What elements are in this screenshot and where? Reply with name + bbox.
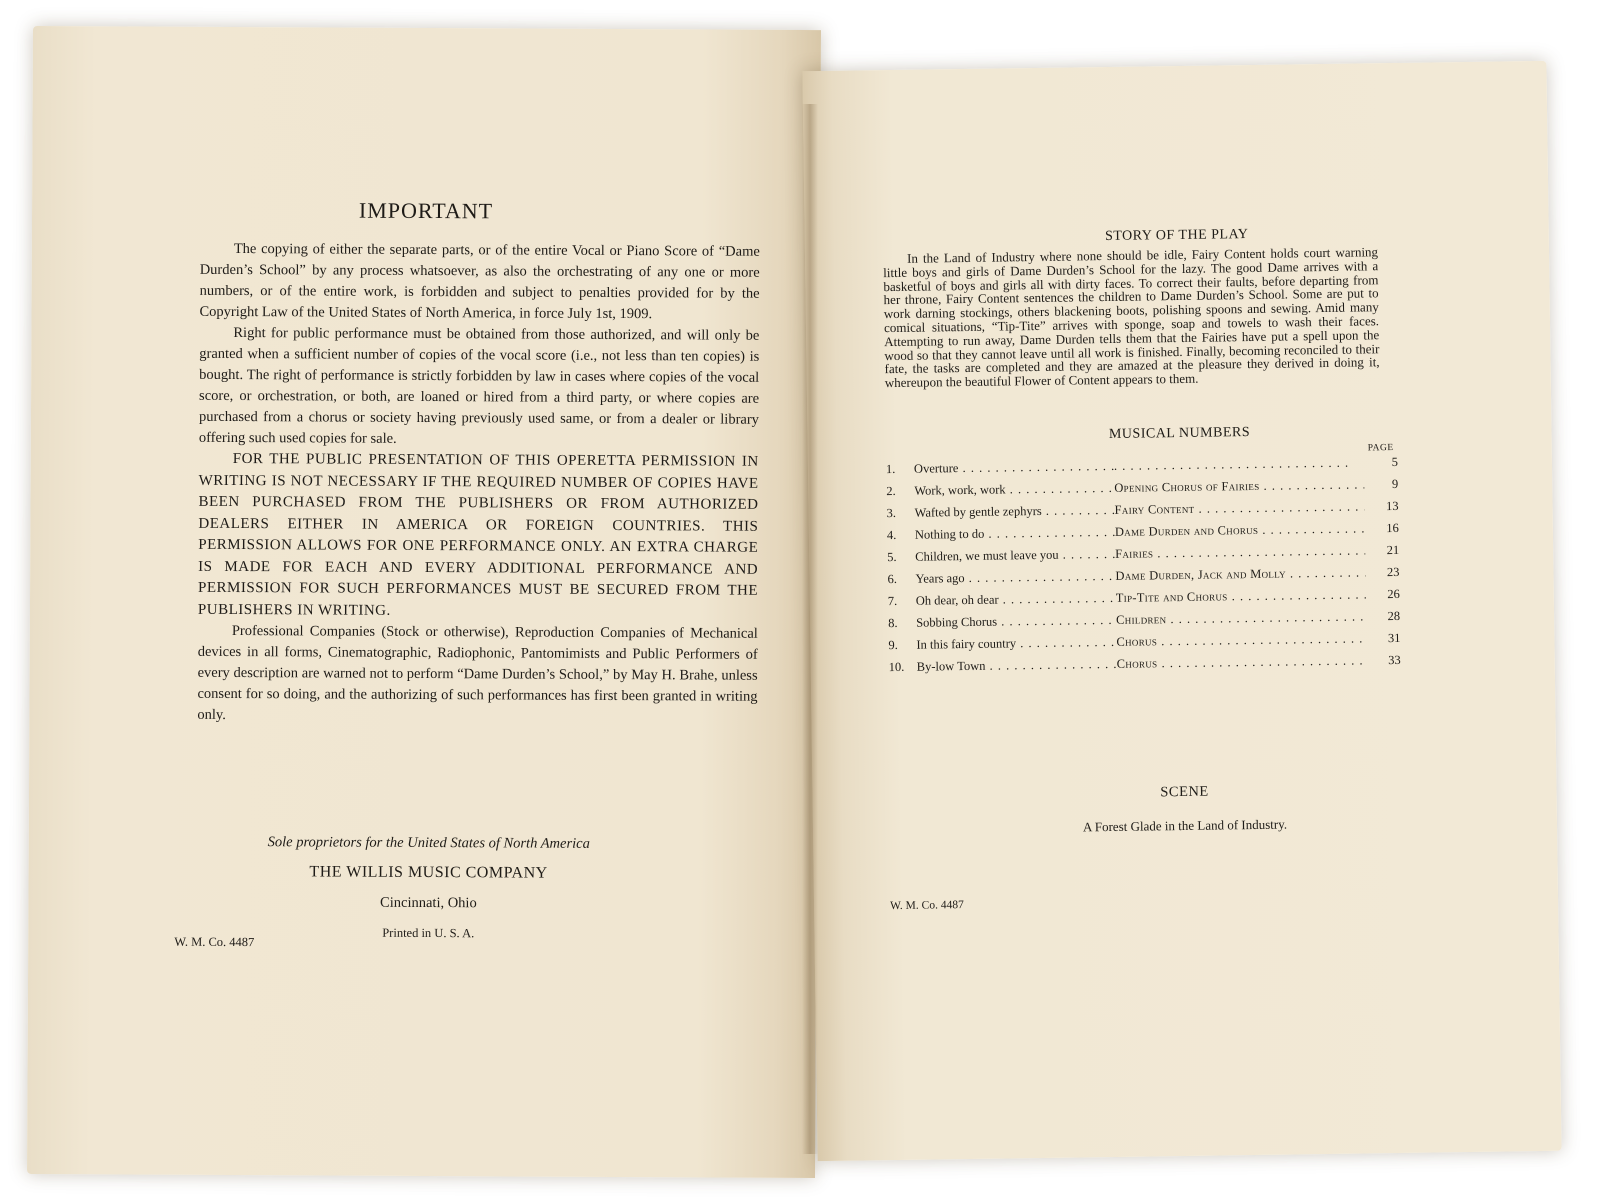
number-index: 9. xyxy=(888,637,898,653)
number-performer xyxy=(1114,455,1364,473)
number-page: 13 xyxy=(1385,498,1399,514)
number-page: 26 xyxy=(1387,586,1400,602)
number-page: 9 xyxy=(1391,476,1399,492)
right-page xyxy=(802,61,1561,1161)
printed-in: Printed in U. S. A. xyxy=(382,925,475,941)
number-title: Nothing to do . . . xyxy=(915,525,1115,543)
proprietors-line: Sole proprietors for the United States of North America xyxy=(267,834,590,852)
number-performer: Fairy Content . . . xyxy=(1114,499,1364,517)
number-index: 2. xyxy=(886,483,896,499)
number-page: 5 xyxy=(1391,454,1399,470)
publisher-name: THE WILLIS MUSIC COMPANY xyxy=(309,863,548,882)
notice-paragraph-professional-companies: Professional Companies (Stock or otherwise), Reproduction Companies of Mechanical devices in all forms, Cinematographic, Radiophonic, Pantomimists and Public Performers of every description are warned not to perform “Dame Durden’s School,” by May H. Brahe, unless consent for so doing, and the authorizing of such performances has first been granted in writing only. xyxy=(197,622,758,723)
open-booklet xyxy=(20,14,1580,1194)
number-page: 31 xyxy=(1387,630,1401,646)
musical-numbers-heading: MUSICAL NUMBERS xyxy=(1108,425,1251,443)
left-page xyxy=(27,26,821,1178)
number-performer: Opening Chorus of Fairies . . . xyxy=(1114,477,1364,495)
page-column-header: PAGE xyxy=(1367,443,1394,454)
number-index: 7. xyxy=(887,593,898,609)
number-performer: Fairies . . . xyxy=(1115,543,1365,561)
number-index: 8. xyxy=(888,615,898,631)
number-page: 23 xyxy=(1386,564,1400,580)
publisher-city: Cincinnati, Ohio xyxy=(380,894,477,912)
story-heading: STORY OF THE PLAY xyxy=(1104,227,1249,245)
number-index: 6. xyxy=(887,571,897,587)
story-text xyxy=(883,245,1380,390)
number-performer: Dame Durden and Chorus . . . xyxy=(1115,521,1365,539)
number-index: 5. xyxy=(887,549,897,565)
scene-heading: SCENE xyxy=(1160,783,1209,801)
number-title: In this fairy country . . . xyxy=(916,635,1116,653)
important-heading: IMPORTANT xyxy=(358,197,494,224)
number-page: 21 xyxy=(1386,542,1400,558)
catalog-number-left: W. M. Co. 4487 xyxy=(174,934,255,950)
number-title: Work, work, work . . . xyxy=(914,481,1114,499)
story-paragraph: In the Land of Industry where none should be idle, Fairy Content holds court warning little boys and girls of Dame Durden’s School for the lazy. The good Dame arrives with a basketful of boys and girls all with dirty faces. To correct their faults, before departing from her throne, Fairy Content sentences the children to Dame Durden’s School. Some are put to work darning stockings, others blackening boots, polishing spoons and sewing. Amid many comical situations, “Tip-Tite” arrives with sponge, soap and towels to wash their faces. Attempting to run away, Dame Durden tells them that the Fairies have put a spell upon the wood so that they cannot leave until all work is finished. Finally, becoming reconciled to their fate, the tasks are completed and they are amazed at the pleasure they derived in doing it, whereupon the beautiful Flower of Content appears to them. xyxy=(883,244,1380,391)
number-performer: Dame Durden, Jack and Molly . . . xyxy=(1115,565,1365,583)
number-page: 33 xyxy=(1388,652,1401,668)
number-index: 3. xyxy=(886,505,897,521)
number-title: By-low Town . . . xyxy=(917,657,1117,675)
number-title: Sobbing Chorus . . . xyxy=(916,613,1116,631)
number-index: 10. xyxy=(888,659,905,675)
number-title: Oh dear, oh dear . . . xyxy=(916,591,1116,609)
notice-paragraph-copying: The copying of either the separate parts, or of the entire Vocal or Piano Score of “Dame Durden’s School” by any process whatsoever, as also the orchestrating of any one or more numbers, or of the entire work, is forbidden and subject to penalties provided for by the Copyright Law of the United States of North America, in force July 1st, 1909. xyxy=(199,240,760,323)
book-gutter xyxy=(802,104,818,1154)
number-index: 4. xyxy=(886,527,897,543)
number-performer: Chorus . . . xyxy=(1117,653,1367,671)
number-performer: Tip-Tite and Chorus . . . xyxy=(1116,587,1366,605)
number-title: Overture . . . xyxy=(914,459,1114,477)
catalog-number-right: W. M. Co. 4487 xyxy=(890,899,964,913)
number-title: Years ago . . . xyxy=(915,569,1115,587)
number-performer: Children . . . xyxy=(1116,609,1366,627)
publisher-block xyxy=(128,826,729,949)
notice-paragraph-performance-right: Right for public performance must be obtained from those authorized, and will only be granted when a sufficient number of copies of the vocal score (i.e., not less than ten copies) is bought. The right of performance is strictly forbidden by law in cases where copies of the vocal score, or orchestration, or both, are loaned or hired from a third party, or where copies are purchased from a chorus or society having previously used same, or from a dealer or library offering such used copies for sale. xyxy=(198,324,760,447)
copyright-notice xyxy=(197,239,760,729)
number-performer: Chorus . . . xyxy=(1116,631,1366,649)
number-index: 1. xyxy=(885,461,896,477)
number-title: Children, we must leave you . . . xyxy=(915,547,1115,565)
scene-description: A Forest Glade in the Land of Industry. xyxy=(1082,816,1288,835)
musical-numbers-list xyxy=(886,455,1401,682)
number-page: 28 xyxy=(1387,608,1401,624)
number-page: 16 xyxy=(1386,520,1399,536)
number-title: Wafted by gentle zephyrs . . . xyxy=(915,503,1115,521)
notice-paragraph-public-presentation: FOR THE PUBLIC PRESENTATION OF THIS OPERETTA PERMISSION IN WRITING IS NOT NECESSARY IF THE REQUIRED NUMBER OF COPIES HAVE BEEN PURCHASED FROM THE PUBLISHERS OR FROM AUTHORIZED DEALERS EITHER IN AMERICA OR FOREIGN COUNTRIES. THIS PERMISSION ALLOWS FOR ONE PERFORMANCE ONLY. AN EXTRA CHARGE IS MADE FOR EACH AND EVERY ADDITIONAL PERFORMANCE AND PERMISSION FOR SUCH PERFORMANCES MUST BE SECURED FROM THE PUBLISHERS IN WRITING. xyxy=(197,450,759,619)
